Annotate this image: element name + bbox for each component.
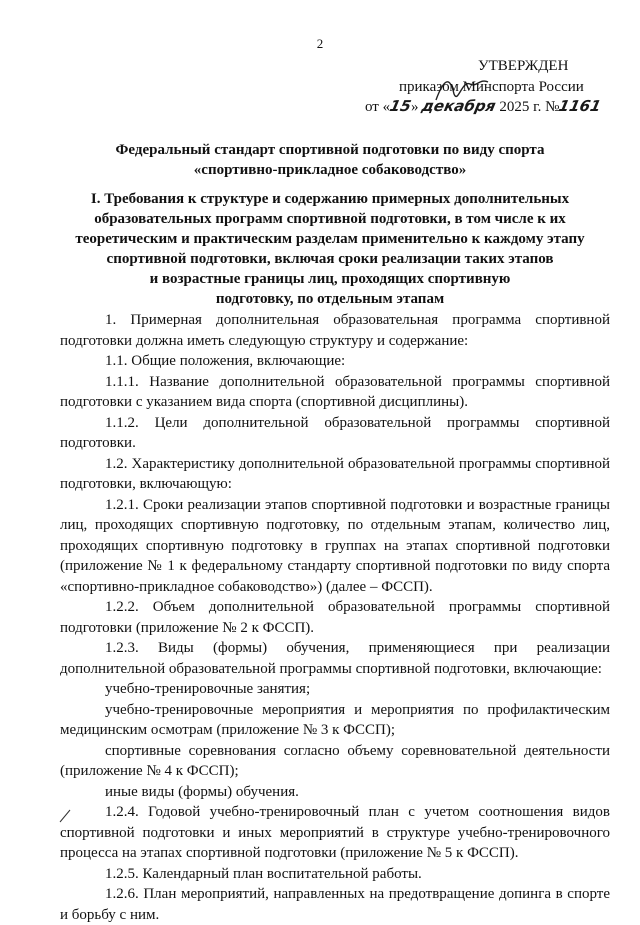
- date-year: 2025 г. №: [499, 99, 560, 115]
- handwritten-month: декабря: [420, 97, 498, 115]
- date-prefix: от «: [365, 99, 391, 115]
- paragraph: спортивные соревнования согласно объему соревновательной деятельности (приложение № 4 к ФССП);: [60, 742, 610, 779]
- paragraph: 1.2.5. Календарный план воспитательной работы.: [105, 865, 422, 882]
- document-body: [60, 310, 610, 925]
- section-heading-line-1: I. Требования к структуре и содержанию примерных дополнительных: [90, 191, 570, 207]
- paragraph: 1.1.1. Название дополнительной образовательной программы спортивной подготовки с указанием вида спорта (спортивной дисциплины).: [60, 373, 610, 410]
- paragraph: учебно-тренировочные мероприятия и мероприятия по профилактическим медицинским осмотрам (приложение № 3 к ФССП);: [60, 701, 610, 738]
- document-title: [60, 140, 600, 180]
- margin-pen-mark: [58, 808, 72, 824]
- title-line-1: Федеральный стандарт спортивной подготовки по виду спорта: [115, 142, 545, 158]
- page-number: 2: [316, 36, 324, 51]
- paragraph: 1. Примерная дополнительная образовательная программа спортивной подготовки должна иметь следующую структуру и содержание:: [60, 312, 610, 349]
- paragraph: 1.2.6. План мероприятий, направленных на предотвращение допинга в спорте и борьбу с ним.: [60, 886, 610, 923]
- section-heading-line-5: и возрастные границы лиц, проходящих спортивную: [149, 271, 511, 287]
- paragraph: 1.2. Характеристику дополнительной образовательной программы спортивной подготовки, включающую:: [60, 455, 610, 492]
- section-heading-line-4: спортивной подготовки, включая сроки реализации таких этапов: [106, 251, 554, 267]
- approval-date-line: [365, 96, 604, 117]
- paragraph: 1.2.2. Объем дополнительной образовательной программы спортивной подготовки (приложение № 2 к ФССП).: [60, 599, 610, 636]
- section-heading-line-2: образовательных программ спортивной подготовки, в том числе к их: [94, 211, 566, 227]
- paragraph: учебно-тренировочные занятия;: [105, 681, 311, 697]
- handwritten-order-number: 1161: [557, 97, 604, 115]
- approval-order-line: приказом Минспорта России: [399, 79, 584, 95]
- paragraph: иные виды (формы) обучения.: [105, 783, 299, 800]
- section-heading: [60, 189, 600, 309]
- paragraph: 1.1. Общие положения, включающие:: [105, 353, 346, 369]
- approval-heading: УТВЕРЖДЕН: [478, 58, 569, 74]
- section-heading-line-6: подготовку, по отдельным этапам: [215, 291, 445, 307]
- paragraph: 1.2.4. Годовой учебно-тренировочный план с учетом соотношения видов спортивной подготовки и иных мероприятий в структуре учебно-тренировочного процесса на этапах спортивной подготовки (приложение № 5 к ФССП).: [60, 804, 610, 861]
- title-line-2: «спортивно-прикладное собаководство»: [193, 162, 467, 178]
- paragraph: 1.2.3. Виды (формы) обучения, применяющиеся при реализации дополнительной образовательной программы спортивной подготовки, включающие:: [60, 640, 610, 677]
- date-quote: »: [410, 99, 419, 115]
- paragraph: 1.2.1. Сроки реализации этапов спортивной подготовки и возрастные границы лиц, проходящих спортивную подготовку, по отдельным этапам, количество лиц, проходящих спортивную подготовку в группах на этапах спортивной подготовки (приложение № 1 к федеральному стандарту спортивной подготовки по виду спорта «спортивно-прикладное собаководство») (далее – ФССП).: [60, 496, 610, 595]
- handwritten-day: 15: [388, 97, 413, 115]
- paragraph: 1.1.2. Цели дополнительной образовательной программы спортивной подготовки.: [60, 414, 610, 451]
- section-heading-line-3: теоретическим и практическим разделам применительно к каждому этапу: [75, 231, 585, 247]
